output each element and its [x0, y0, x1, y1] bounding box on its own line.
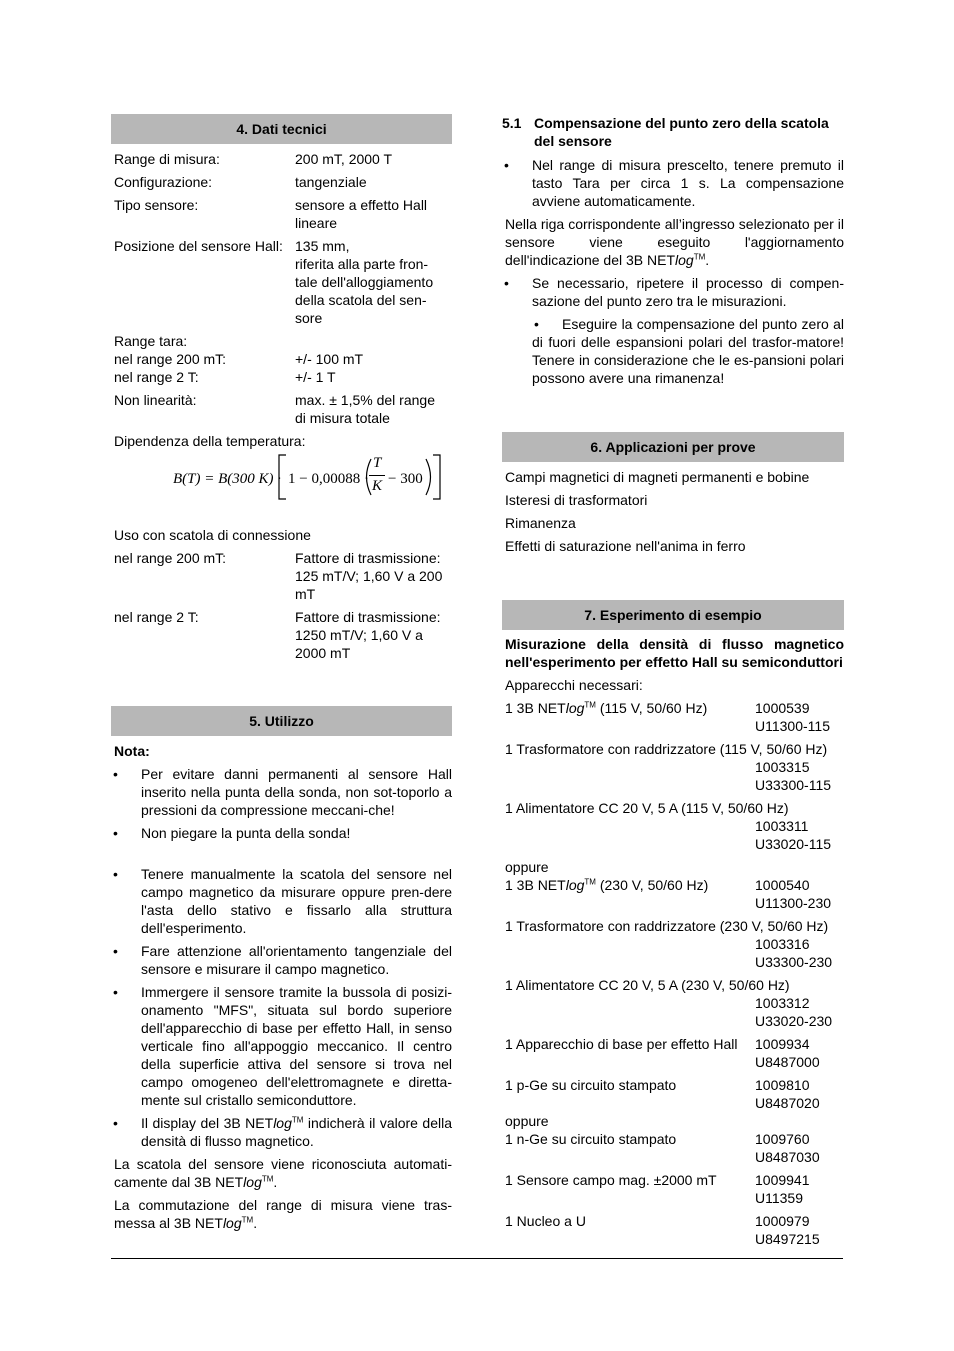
spec-value: tangenziale [295, 174, 367, 190]
spec-range-tara [111, 332, 452, 350]
equipment-text: (115 V, 50/60 Hz) [595, 700, 708, 716]
equipment-codes: 1003316 U33300-230 [755, 936, 833, 970]
section-number: 5.1 [502, 115, 522, 131]
spec-uso-200 [111, 549, 452, 603]
spec-label: Configurazione: [114, 174, 213, 190]
equipment-codes: 1000979 U8497215 [755, 1213, 820, 1247]
spec-sensor-type [111, 196, 452, 232]
trademark: TM [693, 252, 706, 262]
uso-label [111, 526, 452, 544]
log-word: log [565, 877, 585, 893]
log-word: log [222, 1215, 242, 1231]
equipment-codes: 1003312 U33020-230 [755, 995, 833, 1029]
spec-tara-200 [111, 350, 452, 368]
section-5-1-heading [502, 114, 844, 150]
uso-text: Uso con scatola di connessione [114, 527, 311, 543]
equipment-text: (230 V, 50/60 Hz) [595, 877, 709, 893]
formula-one-minus: 1 − 0,00088 · [288, 471, 369, 487]
bullet-item: • Immergere il sensore tramite la bussola di posizi-onamento "MFS", situata sul bordo superiore dell'apparecchio di base per effetto Hall, in senso verticale fino all'appoggio meccanico. Il centro della superficie attiva del sensore si trova nel campo omogeneo dell'elettromagnete e diretta-mente sul cristallo semiconduttore. [111, 983, 452, 1109]
para-dot: . [253, 1215, 258, 1231]
equipment-text: 1 3B NET [505, 700, 566, 716]
equipment-netlog-115 [502, 699, 844, 735]
spec-value: Fattore di trasmissione: 1250 mT/V; 1,60 V a 2000 mT [295, 609, 441, 661]
para-dot: . [273, 1174, 278, 1190]
spec-nonlinearity [111, 391, 452, 427]
spec-value: +/- 100 mT [295, 351, 364, 367]
log-word: log [565, 700, 585, 716]
spec-label: nel range 200 mT: [114, 351, 227, 367]
equipment-name: 1 Apparecchio di base per effetto Hall [505, 1036, 738, 1052]
trademark: TM [584, 877, 596, 887]
bullet-item: • Non piegare la punta della sonda! [111, 824, 452, 842]
paragraph-update [502, 215, 844, 269]
trademark: TM [261, 1174, 274, 1184]
para-text: Nella riga corrispondente all’ingresso selezionato per il sensore viene eseguito l'aggiornamento dell'indicazione del 3B NET [505, 216, 844, 268]
spec-value: 135 mm, riferita alla parte fron- tale dell'alloggiamento della scatola del sen- sore [295, 238, 434, 326]
bullet-text: indicherà il valore della densità di flusso magnetico. [141, 1115, 452, 1149]
application-item: Rimanenza [505, 515, 576, 531]
spec-hall-position [111, 237, 452, 327]
application-item: Effetti di saturazione nell'anima in ferro [505, 538, 746, 554]
spec-label: Range tara: [114, 333, 188, 349]
formula-minus-300: − 300 [388, 471, 423, 487]
equipment-alim-115 [502, 799, 844, 853]
oppure-label: oppure [505, 859, 549, 875]
equipment-text: 1 3B NET [505, 877, 566, 893]
spec-label: Range di misura: [114, 151, 220, 167]
spec-label: Tipo sensore: [114, 197, 199, 213]
equipment-name [505, 699, 755, 735]
spec-label: Posizione del sensore Hall: [114, 238, 283, 254]
spec-label: nel range 2 T: [114, 609, 199, 625]
temp-dependence-label [111, 432, 452, 450]
equipment-codes: 1003311 U33020-115 [755, 818, 832, 852]
section-6-header: 6. Applicazioni per prove [502, 432, 844, 462]
para-text: La scatola del sensore viene riconosciuta automati-camente dal 3B NET [114, 1156, 452, 1190]
equipment-nge [502, 1130, 844, 1166]
spec-uso-2 [111, 608, 452, 662]
right-column [502, 114, 844, 1248]
equipment-name: 1 n-Ge su circuito stampato [505, 1131, 677, 1147]
application-item: Isteresi di trasformatori [505, 492, 648, 508]
section-4-header: 4. Dati tecnici [111, 114, 452, 144]
bottom-rule [111, 1258, 843, 1259]
spec-range [111, 150, 452, 168]
equipment-sensore [502, 1171, 844, 1207]
equipment-trasf-115 [502, 740, 844, 794]
left-column [111, 114, 452, 1232]
formula-lhs: B(T) = B(300 K) · [173, 471, 282, 487]
application-item: Campi magnetici di magneti permanenti e bobine [505, 469, 810, 485]
bullet-item: • Fare attenzione all'orientamento tangenziale del sensore e misurare il campo magnetico. [111, 942, 452, 978]
spec-label: nel range 2 T: [114, 369, 199, 385]
equipment-pge [502, 1076, 844, 1112]
equipment-name: 1 Alimentatore CC 20 V, 5 A (115 V, 50/60 Hz) [505, 800, 789, 816]
log-word: log [675, 252, 694, 268]
temperature-formula [111, 450, 452, 512]
formula-frac-den: K [372, 478, 383, 494]
spec-value: +/- 1 T [295, 369, 336, 385]
bullet-item-display [111, 1114, 452, 1150]
paragraph-auto-recognition [111, 1155, 452, 1191]
spec-value: 200 mT, 2000 T [295, 151, 393, 167]
para-dot: . [705, 252, 710, 268]
section-5-header: 5. Utilizzo [111, 706, 452, 736]
spec-config [111, 173, 452, 191]
equipment-codes: 1009760 U8487030 [755, 1131, 820, 1165]
equipment-name: 1 Alimentatore CC 20 V, 5 A (230 V, 50/60 Hz) [505, 977, 790, 993]
paragraph-range-switch [111, 1196, 452, 1232]
formula-frac-line [369, 475, 385, 476]
equipment-trasf-230 [502, 917, 844, 971]
bullet-item: • Nel range di misura prescelto, tenere premuto il tasto Tara per circa 1 s. La compensazione avviene automaticamente. [502, 156, 844, 210]
bullet-text: Il display del 3B NET [141, 1115, 274, 1131]
oppure-label: oppure [505, 1113, 549, 1129]
apparecchi-label: Apparecchi necessari: [505, 677, 643, 693]
trademark: TM [241, 1215, 254, 1225]
equipment-codes: 1000539 U11300-115 [755, 700, 830, 734]
nota-label: Nota: [114, 743, 150, 759]
trademark: TM [584, 700, 596, 710]
equipment-codes: 1003315 U33300-115 [755, 759, 832, 793]
para-text: La commutazione del range di misura viene tras-messa al 3B NET [114, 1197, 452, 1231]
equipment-netlog-230 [502, 876, 844, 912]
formula-frac-num: T [373, 455, 382, 471]
equipment-codes: 1009810 U8487020 [755, 1077, 820, 1111]
bullet-item: • Se necessario, ripetere il processo di compen-sazione del punto zero tra le misurazioni. [502, 274, 844, 310]
spec-value: max. ± 1,5% del range di misura totale [295, 392, 435, 426]
temp-dependence-text: Dipendenza della temperatura: [114, 433, 306, 449]
equipment-alim-230 [502, 976, 844, 1030]
spec-value: sensore a effetto Hall lineare [295, 197, 428, 231]
equipment-codes: 1009934 U8487000 [755, 1036, 820, 1070]
trademark: TM [291, 1115, 304, 1125]
spec-tara-2 [111, 368, 452, 386]
spec-value: Fattore di trasmissione: 125 mT/V; 1,60 V a 200 mT [295, 550, 443, 602]
equipment-nucleo [502, 1212, 844, 1248]
equipment-codes: 1009941 U11359 [755, 1172, 810, 1206]
bullet-item: • Tenere manualmente la scatola del sensore nel campo magnetico da misurare oppure pren-dere l'asta dello stativo e fissarlo alla struttura dell'esperimento. [111, 865, 452, 937]
section-7-header: 7. Esperimento di esempio [502, 600, 844, 630]
equipment-name: 1 Nucleo a U [505, 1213, 586, 1229]
bullet-item: • Per evitare danni permanenti al sensore Hall inserito nella punta della sonda, non sot-toporlo a pressioni da compressione meccani-che! [111, 765, 452, 819]
spec-label: Non linearità: [114, 392, 197, 408]
spec-label: nel range 200 mT: [114, 550, 227, 566]
equipment-name: 1 Trasformatore con raddrizzatore (115 V, 50/60 Hz) [505, 741, 828, 757]
equipment-name [505, 876, 755, 912]
formula-bracket-right [429, 453, 445, 501]
experiment-title: Misurazione della densità di flusso magnetico nell'esperimento per effetto Hall su semiconduttori [505, 636, 844, 670]
equipment-name: 1 Trasformatore con raddrizzatore (230 V, 50/60 Hz) [505, 918, 829, 934]
equipment-codes: 1000540 U11300-230 [755, 877, 832, 911]
section-title: Compensazione del punto zero della scatola del sensore [534, 115, 829, 149]
log-word: log [243, 1174, 262, 1190]
equipment-name: 1 p-Ge su circuito stampato [505, 1077, 677, 1093]
equipment-base-hall [502, 1035, 844, 1071]
equipment-name: 1 Sensore campo mag. ±2000 mT [505, 1172, 717, 1188]
log-word: log [273, 1115, 292, 1131]
bullet-item: • Eseguire la compensazione del punto zero al di fuori delle espansioni polari del trasfor-matore! Tenere in considerazione che le es-pansioni polari possono avere una rimanenza! [502, 315, 844, 387]
